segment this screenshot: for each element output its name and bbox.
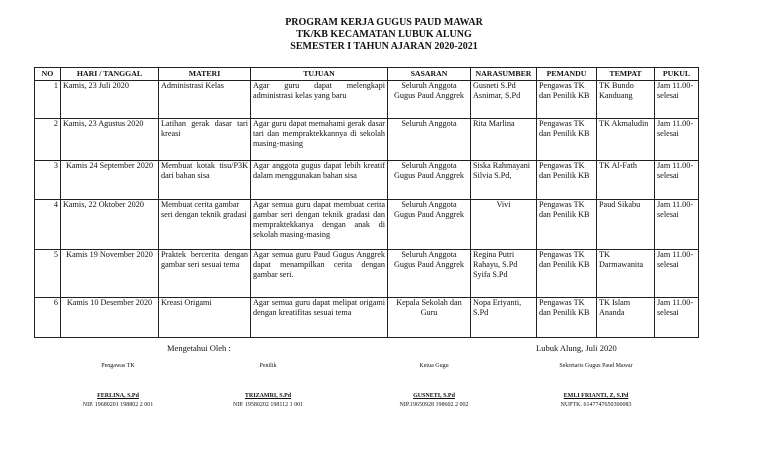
program-table [34, 67, 699, 338]
cell-pukul: Jam 11.00-selesai [655, 81, 699, 119]
cell-pukul: Jam 11.00-selesai [655, 298, 699, 338]
cell-tempat: TK Al-Fath [597, 161, 655, 200]
cell-tanggal: Kamis 19 November 2020 [61, 250, 159, 298]
cell-pemandu: Pengawas TK dan Penilik KB [537, 200, 597, 250]
signature-name: GUSNETI, S.Pd [413, 393, 455, 399]
header-sasaran: SASARAN [388, 68, 471, 81]
cell-narasumber: Regina Putri Rahayu, S.Pd Syifa S.Pd [471, 250, 537, 298]
cell-pukul: Jam 11.00-selesai [655, 119, 699, 161]
signature-name: FERLINA, S.Pd [97, 393, 139, 399]
cell-tujuan: Agar guru dapat melengkapi administrasi kelas yang baru [251, 81, 388, 119]
signature-role: Sekretaris Gugus Paud Mawar [559, 363, 633, 369]
signature-ketua [384, 362, 484, 410]
cell-pemandu: Pengawas TK dan Penilik KB [537, 119, 597, 161]
cell-tujuan: Agar semua guru Paud Gugus Anggrek dapat menampilkan cerita dengan gambar seri. [251, 250, 388, 298]
document-title: PROGRAM KERJA GUGUS PAUD MAWAR [285, 17, 483, 28]
cell-no: 6 [35, 298, 61, 338]
table-row [35, 298, 699, 338]
cell-no: 4 [35, 200, 61, 250]
signature-nip: NIP. 19580202 198112 1 001 [232, 402, 304, 408]
cell-narasumber: Rita Marlina [471, 119, 537, 161]
place-date: Lubuk Alung, Juli 2020 [536, 343, 617, 353]
signature-name: TRIZAMRI, S.Pd [244, 393, 292, 399]
cell-pemandu: Pengawas TK dan Penilik KB [537, 161, 597, 200]
header-tujuan: TUJUAN [251, 68, 388, 81]
signature-nip: NUPTK. 6147747650300083 [560, 402, 632, 408]
cell-materi: Membuat kotak tisu/P3K dari bahan sisa [159, 161, 251, 200]
cell-sasaran: Seluruh Anggota Gugus Paud Anggrek [388, 81, 471, 119]
cell-sasaran: Seluruh Anggota [388, 119, 471, 161]
cell-tempat: TK Darmawanita [597, 250, 655, 298]
header-pukul: PUKUL [655, 68, 699, 81]
table-row [35, 81, 699, 119]
table-header-row [35, 68, 699, 81]
document-semester: SEMESTER I TAHUN AJARAN 2020-2021 [290, 41, 478, 52]
cell-sasaran: Seluruh Anggota Gugus Paud Anggrek [388, 161, 471, 200]
signature-role: Pengawas TK [101, 363, 135, 369]
cell-no: 2 [35, 119, 61, 161]
signature-role: Ketua Gugu [419, 363, 449, 369]
signature-name: EMLI FRIANTI, Z, S.Pd [563, 393, 629, 399]
cell-tempat: TK Islam Ananda [597, 298, 655, 338]
cell-pemandu: Pengawas TK dan Penilik KB [537, 298, 597, 338]
cell-materi: Latihan gerak dasar tari kreasi [159, 119, 251, 161]
header-tanggal: HARI / TANGGAL [61, 68, 159, 81]
cell-sasaran: Kepala Sekolah dan Guru [388, 298, 471, 338]
cell-tanggal: Kamis, 23 Agustus 2020 [61, 119, 159, 161]
signature-pengawas [68, 362, 168, 410]
signature-role: Penilik [259, 363, 277, 369]
cell-pukul: Jam 11.00-selesai [655, 161, 699, 200]
header-materi: MATERI [159, 68, 251, 81]
cell-tujuan: Agar semua guru dapat membuat cerita gambar seri dengan teknik gradasi dan mempraktekkanya dengan anak di sekolah masing-masing [251, 200, 388, 250]
cell-tujuan: Agar guru dapat memahami gerak dasar tari dan mempraktekkannya di sekolah masing-masing [251, 119, 388, 161]
cell-narasumber: Gusneti S.Pd Asnimar, S.Pd [471, 81, 537, 119]
table-row [35, 119, 699, 161]
table-row [35, 161, 699, 200]
cell-sasaran: Seluruh Anggota Gugus Paud Anggrek [388, 250, 471, 298]
cell-tujuan: Agar semua guru dapat melipat origami dengan kreatifitas sesuai tema [251, 298, 388, 338]
cell-no: 5 [35, 250, 61, 298]
signature-sekretaris [534, 362, 658, 410]
cell-materi: Membuat cerita gambar seri dengan teknik gradasi [159, 200, 251, 250]
header-no: NO [35, 68, 61, 81]
cell-narasumber: Vivi [471, 200, 537, 250]
cell-no: 1 [35, 81, 61, 119]
cell-sasaran: Seluruh Anggota Gugus Paud Anggrek [388, 200, 471, 250]
table-row [35, 200, 699, 250]
cell-pukul: Jam 11.00-selesai [655, 200, 699, 250]
table-row [35, 250, 699, 298]
cell-no: 3 [35, 161, 61, 200]
header-narasumber: NARASUMBER [471, 68, 537, 81]
signature-penilik [218, 362, 318, 410]
cell-tanggal: Kamis 10 Desember 2020 [61, 298, 159, 338]
acknowledgement-label: Mengetahui Oleh : [167, 343, 231, 353]
cell-narasumber: Siska Rahmayani Silvia S.Pd, [471, 161, 537, 200]
cell-tanggal: Kamis 24 September 2020 [61, 161, 159, 200]
document-subtitle: TK/KB KECAMATAN LUBUK ALUNG [296, 29, 472, 40]
cell-tujuan: Agar anggota gugus dapat lebih kreatif dalam menggunakan bahan sisa [251, 161, 388, 200]
cell-tempat: TK Bundo Kanduang [597, 81, 655, 119]
cell-pukul: Jam 11.00-selesai [655, 250, 699, 298]
cell-tanggal: Kamis, 23 Juli 2020 [61, 81, 159, 119]
cell-narasumber: Nopa Eriyanti, S.Pd [471, 298, 537, 338]
cell-materi: Administrasi Kelas [159, 81, 251, 119]
cell-tempat: Paud Sikabu [597, 200, 655, 250]
cell-materi: Kreasi Origami [159, 298, 251, 338]
cell-tanggal: Kamis, 22 Oktober 2020 [61, 200, 159, 250]
cell-pemandu: Pengawas TK dan Penilik KB [537, 81, 597, 119]
cell-materi: Praktek bercerita dengan gambar seri sesuai tema [159, 250, 251, 298]
header-pemandu: PEMANDU [537, 68, 597, 81]
cell-pemandu: Pengawas TK dan Penilik KB [537, 250, 597, 298]
signature-nip: NIP.19650928 198602 2 002 [399, 402, 469, 408]
cell-tempat: TK Akmaludin [597, 119, 655, 161]
header-tempat: TEMPAT [597, 68, 655, 81]
signature-nip: NIP. 19680201 198802 2 001 [82, 402, 154, 408]
